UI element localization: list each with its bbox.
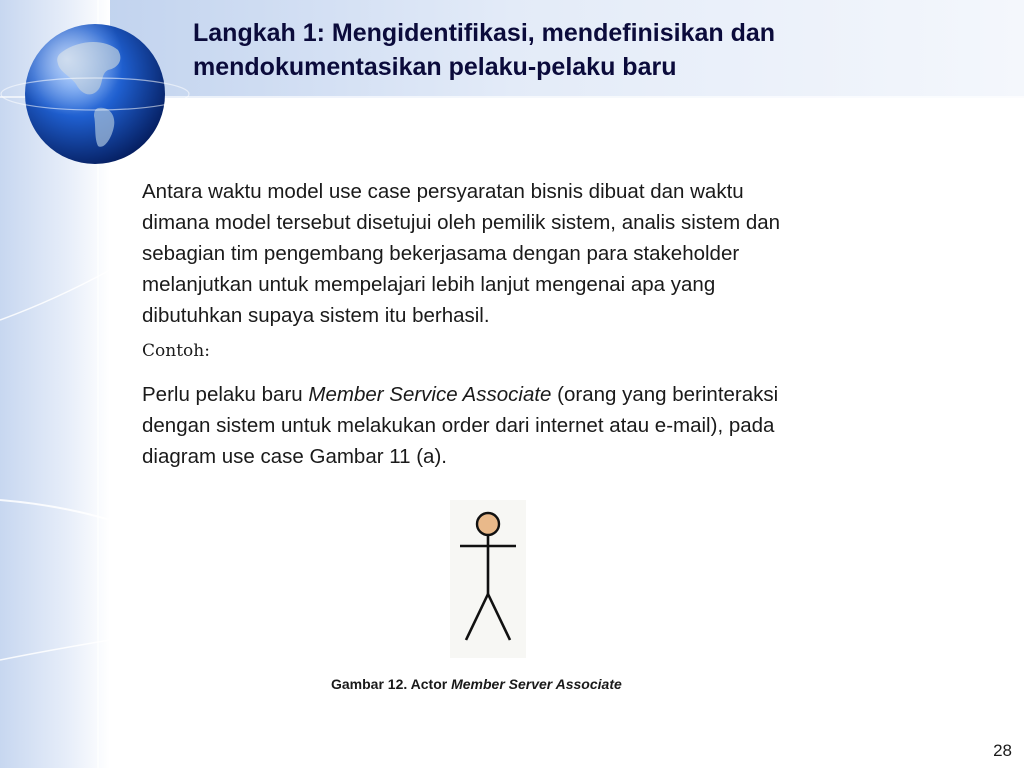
- globe-shine: [25, 24, 165, 164]
- paragraph-line: melanjutkan untuk mempelajari lebih lanjut mengenai apa yang: [142, 273, 716, 296]
- intro-paragraph: [142, 176, 962, 331]
- paragraph-line: dimana model tersebut disetujui oleh pemilik sistem, analis sistem dan: [142, 211, 781, 234]
- paragraph-line: diagram use case Gambar 11 (a).: [142, 445, 447, 468]
- paragraph-line: [142, 379, 962, 410]
- page-number: 28: [993, 741, 1012, 760]
- actor-head: [477, 513, 499, 535]
- actor-name-emphasis: Member Service Associate: [308, 383, 552, 406]
- figure-caption: [331, 675, 622, 693]
- caption-text: Gambar 12. Actor: [331, 676, 452, 692]
- stick-figure-actor-icon: [450, 500, 526, 658]
- slide-title: [193, 16, 993, 84]
- paragraph-line: dengan sistem untuk melakukan order dari internet atau e-mail), pada: [142, 414, 775, 437]
- example-paragraph: [142, 379, 962, 472]
- paragraph-line: sebagian tim pengembang bekerjasama dengan para stakeholder: [142, 242, 740, 265]
- paragraph-text: Perlu pelaku baru: [142, 383, 309, 406]
- paragraph-line: Antara waktu model use case persyaratan bisnis dibuat dan waktu: [142, 180, 744, 203]
- title-line: mendokumentasikan pelaku-pelaku baru: [193, 53, 677, 81]
- paragraph-text: (orang yang berinteraksi: [551, 383, 779, 406]
- paragraph-line: dibutuhkan supaya sistem itu berhasil.: [142, 304, 490, 327]
- caption-emphasis: Member Server Associate: [451, 676, 622, 692]
- title-line: Langkah 1: Mengidentifikasi, mendefinisikan dan: [193, 19, 776, 47]
- example-label: Contoh:: [142, 341, 210, 361]
